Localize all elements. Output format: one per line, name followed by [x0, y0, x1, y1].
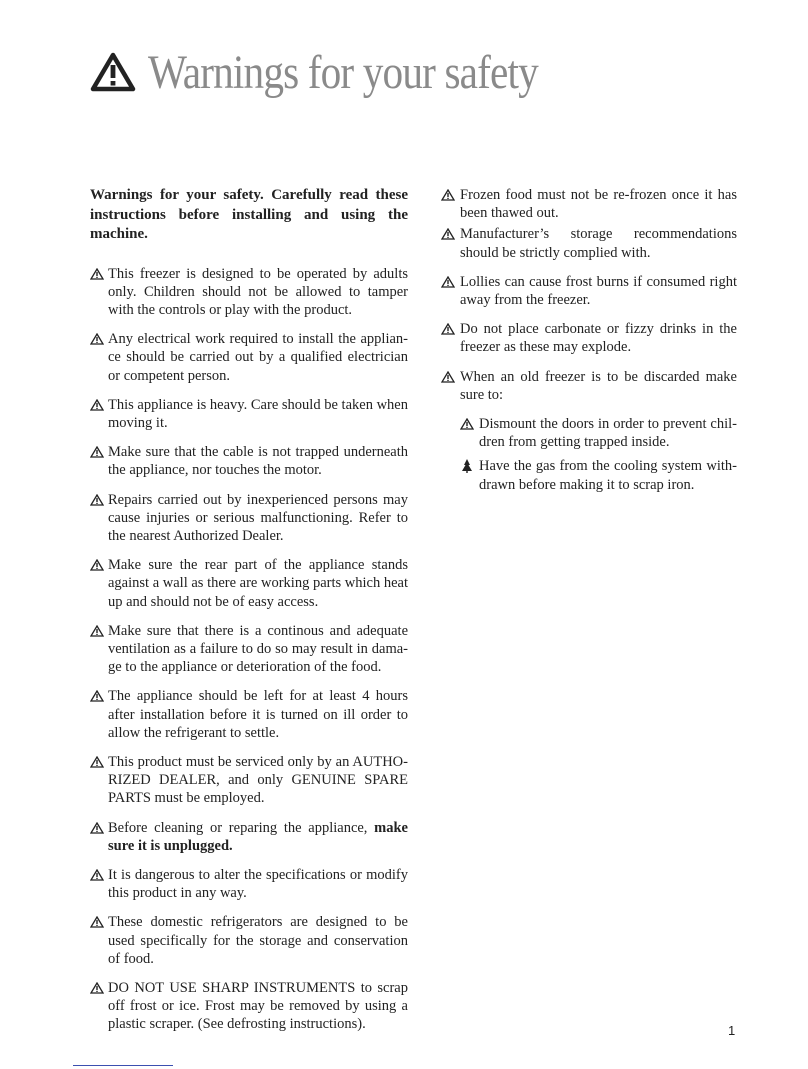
warning-item	[90, 753, 408, 808]
warning-item	[441, 225, 737, 261]
warning-icon	[90, 869, 104, 881]
page-title-text: Warnings for your safety	[148, 45, 538, 99]
warning-item	[441, 186, 737, 222]
warning-icon	[90, 446, 104, 458]
warning-icon	[441, 276, 455, 288]
warning-text: Do not place carbonate or fizzy drinks in the freezer as these may explode.	[460, 321, 737, 356]
page-title	[90, 40, 601, 104]
warning-text: This product must be serviced only by an AUTHO-RIZED DEALER, and only GENUINE SPARE PARTS must be employed.	[108, 753, 408, 807]
warning-icon	[90, 399, 104, 411]
warning-item	[90, 979, 408, 1034]
warning-icon	[90, 822, 104, 834]
warning-item	[90, 330, 408, 385]
warning-item	[90, 687, 408, 742]
warning-item	[441, 273, 737, 309]
warning-item	[90, 913, 408, 968]
warning-icon	[90, 982, 104, 994]
warning-text: These domestic refrigerators are designed to be used specifically for the storage and conservation of food.	[108, 914, 408, 967]
warning-item	[90, 622, 408, 677]
warning-icon	[441, 323, 455, 335]
sub-environment-text: Have the gas from the cooling system with-drawn before making it to scrap iron.	[479, 458, 737, 493]
warning-text: Any electrical work required to install the applian-ce should be carried out by a qualified electrician or competent person.	[108, 331, 408, 384]
warning-icon	[90, 268, 104, 280]
page-number: 1	[728, 1023, 736, 1038]
warning-item	[90, 443, 408, 479]
sub-environment-item	[460, 457, 737, 493]
warning-text: Repairs carried out by inexperienced persons may cause injuries or serious malfunctioning. Refer to the nearest Authorized Dealer.	[108, 491, 408, 544]
warning-text: Before cleaning or reparing the appliance,	[108, 819, 375, 836]
warning-icon	[90, 625, 104, 637]
warning-text: Lollies can cause frost burns if consumed right away from the freezer.	[460, 273, 737, 309]
warning-text: When an old freezer is to be discarded make sure to:	[460, 368, 737, 403]
warning-text: DO NOT USE SHARP INSTRUMENTS to scrap off frost or ice. Frost may be removed by using a plastic scraper. (See defrosting instructions).	[108, 980, 408, 1033]
warning-item	[90, 866, 408, 902]
warning-item	[441, 368, 737, 404]
warning-icon	[90, 559, 104, 571]
warning-text: It is dangerous to alter the specifications or modify this product in any way.	[108, 866, 408, 902]
warning-text: This appliance is heavy. Care should be taken when moving it.	[108, 396, 408, 431]
warning-icon	[460, 418, 474, 430]
intro-text: Warnings for your safety. Carefully read these instructions before installing and using the machine.	[90, 187, 408, 242]
warning-item-unplug	[90, 819, 408, 855]
tree-icon	[461, 459, 473, 473]
footer-divider	[73, 1065, 173, 1066]
warning-text: This freezer is designed to be operated by adults only. Children should not be allowed to tamper with the controls or play with the product.	[108, 265, 408, 318]
warning-text: Manufacturer’s storage recommendations should be strictly complied with.	[460, 226, 737, 261]
warning-item	[90, 265, 408, 320]
sub-warning-item	[460, 415, 737, 451]
warning-item	[90, 396, 408, 432]
warning-text-bold: make sure it is unplugged.	[108, 819, 408, 854]
warning-icon	[90, 333, 104, 345]
warning-text: Make sure the rear part of the appliance stands against a wall as there are working parts which heat up and should not be of easy access.	[108, 557, 408, 610]
warning-text: Frozen food must not be re-frozen once it has been thawed out.	[460, 187, 737, 222]
warning-text: Make sure that the cable is not trapped underneath the appliance, nor touches the motor.	[108, 444, 408, 479]
warning-icon	[441, 371, 455, 383]
warning-icon	[441, 228, 455, 240]
warning-icon	[90, 52, 136, 92]
warning-icon	[90, 756, 104, 768]
warning-icon	[441, 189, 455, 201]
right-column	[441, 186, 737, 505]
warning-text: The appliance should be left for at least 4 hours after installation before it is turned on ill order to allow the refrigerant to settle.	[108, 688, 408, 741]
warning-icon	[90, 494, 104, 506]
warning-icon	[90, 916, 104, 928]
warning-text: Make sure that there is a continous and adequate ventilation as a failure to do so may result in dama-ge to the appliance or deterioration of the food.	[108, 622, 408, 676]
warning-item	[90, 491, 408, 546]
warning-item	[441, 320, 737, 356]
warning-item	[90, 556, 408, 611]
left-column	[90, 186, 408, 1045]
warning-icon	[90, 690, 104, 702]
sub-warning-text: Dismount the doors in order to prevent chil-dren from getting trapped inside.	[479, 416, 737, 451]
